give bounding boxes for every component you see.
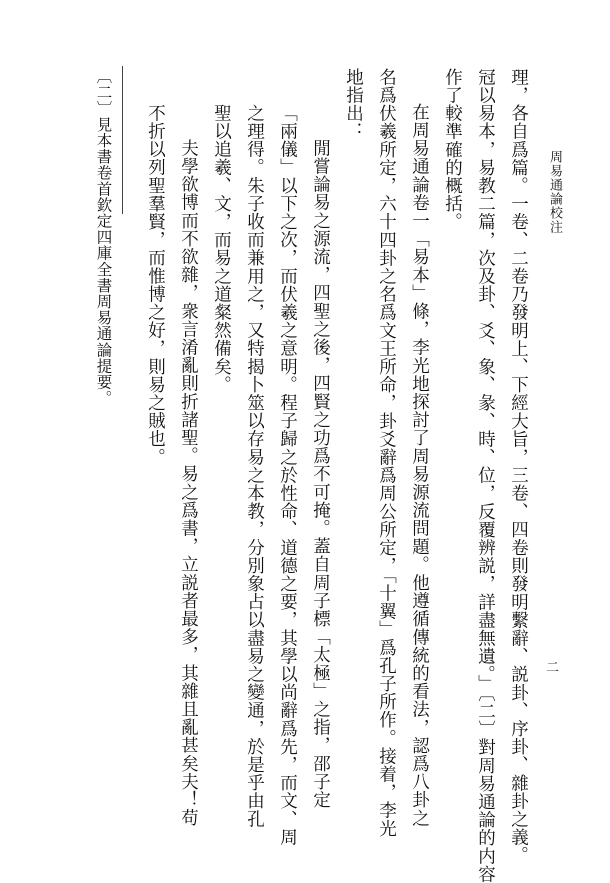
text-column: 名爲伏羲所定，六十四卦之名爲文王所命，卦爻辭爲周公所定，「十翼」爲孔子所作。接着，李光 (376, 68, 397, 838)
quote-column: 夫學欲博而不欲雜，衆言淆亂則折諸聖。易之爲書，立説者最多，其雜且亂甚矣夫！苟 (178, 139, 199, 827)
running-title: 周易通論校注 (547, 150, 562, 234)
text-column: 冠以易本，易教二篇，次及卦、爻、象、彖、時、位，反覆辨説，詳盡無遺。」〔二〕對周易通論的内容 (475, 68, 496, 883)
quote-column: 閒嘗論易之源流，四聖之後，四賢之功爲不可掩。蓋自周子標「太極」之指，邵子定 (310, 139, 331, 809)
quote-column: 「兩儀」以下之次，而伏羲之意明。程子歸之於性命、道德之要，其學以尚辭爲先，而文、周 (277, 104, 298, 847)
text-column: 地指出： (343, 68, 364, 141)
text-column: 在周易通論卷一「易本」條，李光地探討了周易源流問題。他遵循傳統的看法，認爲八卦之 (409, 103, 430, 827)
quote-column: 之理得。朱子收而兼用之，又特揭卜筮以存易之本教，分別象占以盡易之變通，於是乎由孔 (244, 104, 265, 828)
text-column: 理，各自爲篇。一卷、二卷乃發明上、下經大旨，三卷、四卷則發明繫辭、説卦、序卦、雜卦之義。 (508, 68, 529, 865)
page-number: 二 (543, 660, 558, 673)
footnote-separator (122, 66, 123, 214)
quote-column: 不折以列聖羣賢，而惟博之好，則易之賊也。 (145, 104, 166, 466)
quote-column: 聖以追羲、文，而易之道粲然備矣。 (211, 104, 232, 394)
text-column: 作了較準確的概括。 (442, 68, 463, 231)
footnote: 〔二〕見本書卷首欽定四庫全書周易通論提要。 (94, 68, 113, 407)
